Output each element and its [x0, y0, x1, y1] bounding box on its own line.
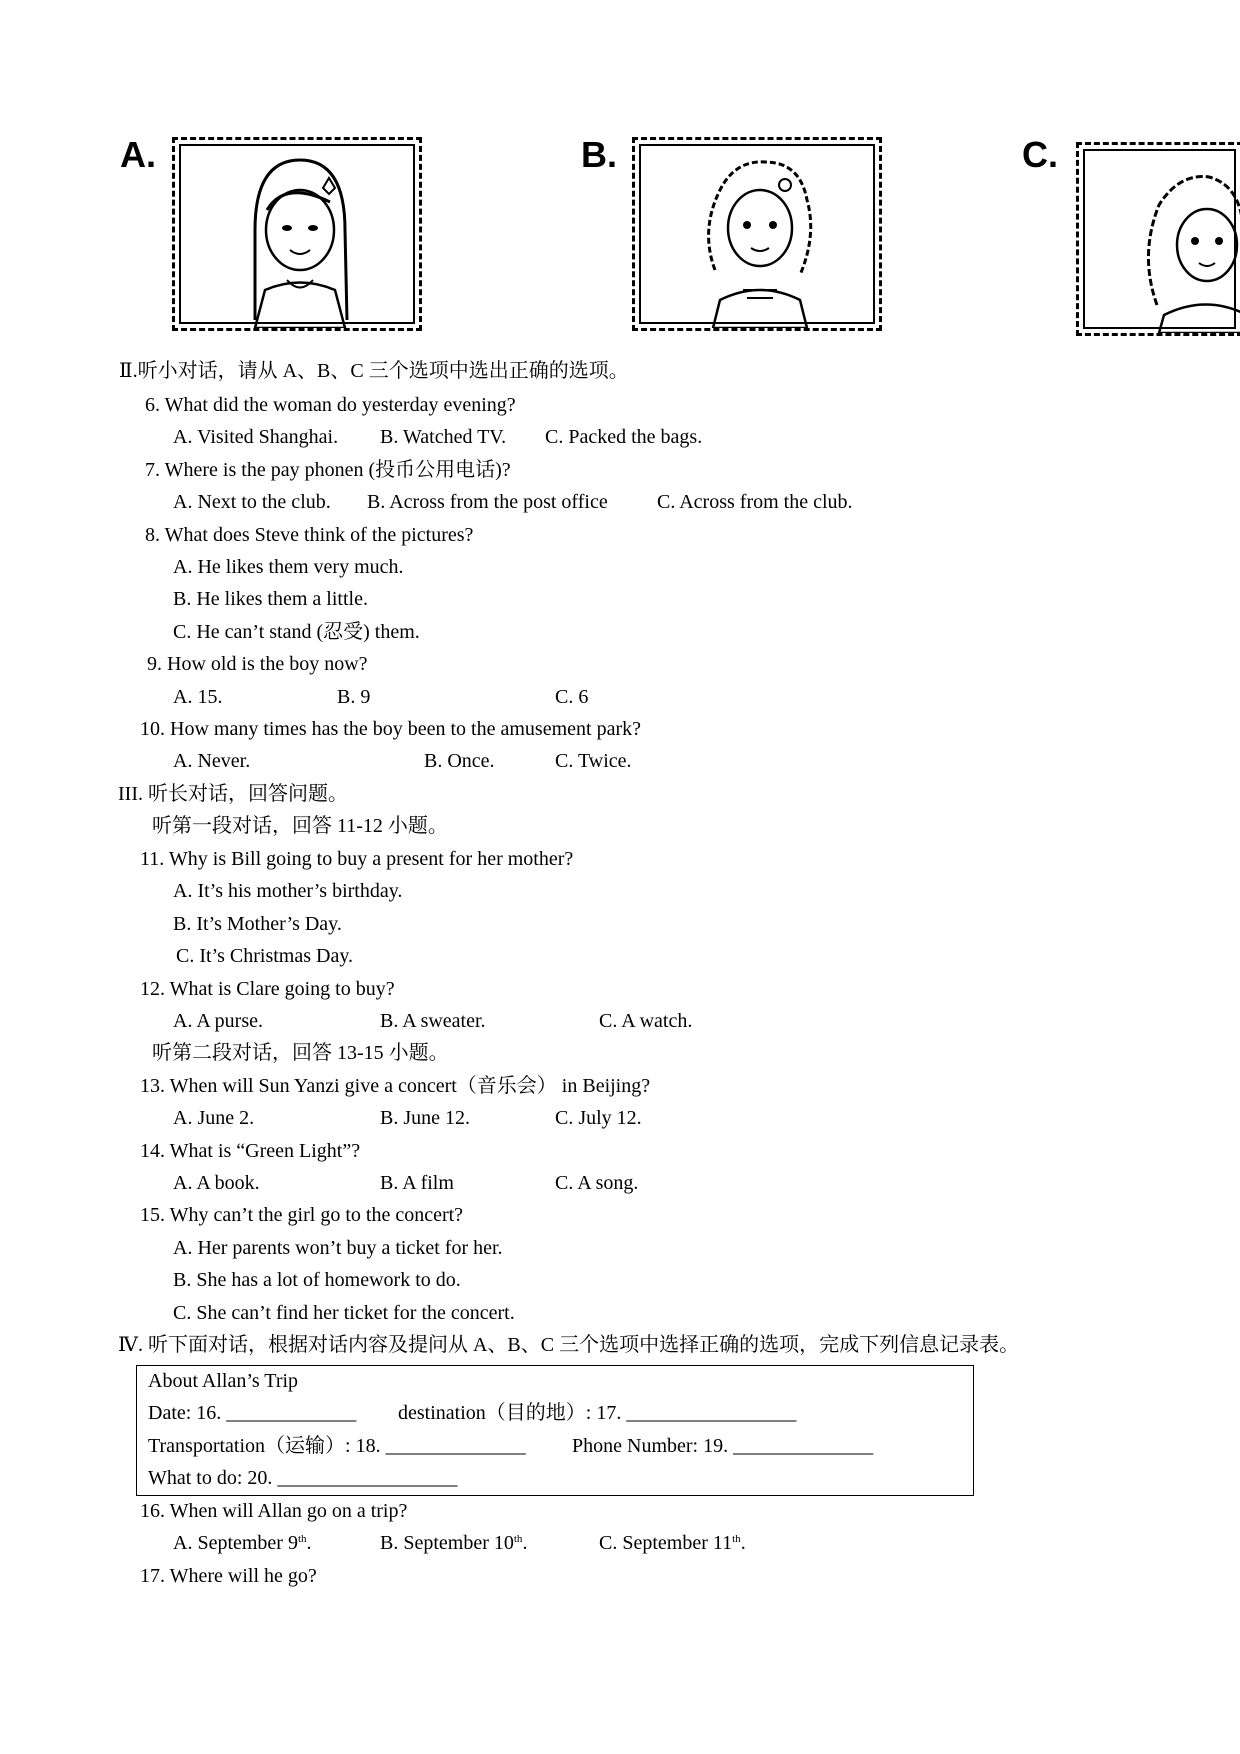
q16-option-c-end: . [740, 1532, 746, 1554]
trip-phone-field[interactable]: Phone Number: 19. ______________ [572, 1435, 874, 1457]
section-4-heading: Ⅳ. 听下面对话，根据对话内容及提问从 A、B、C 三个选项中选择正确的选项，完成下列信息记录表。 [118, 1334, 1020, 1356]
q13-option-b[interactable]: B. June 12. [380, 1107, 470, 1129]
q7-option-b[interactable]: B. Across from the post office [367, 491, 608, 513]
q16-option-c-text: C. September 11 [599, 1532, 733, 1554]
q7-option-a[interactable]: A. Next to the club. [173, 491, 331, 513]
picture-a-label: A. [120, 134, 156, 175]
trip-table-title: About Allan’s Trip [148, 1370, 299, 1392]
trip-transportation-field[interactable]: Transportation（运输）: 18. ______________ [148, 1435, 526, 1457]
q15-option-a[interactable]: A. Her parents won’t buy a ticket for her. [173, 1237, 503, 1259]
q12-option-c[interactable]: C. A watch. [599, 1010, 693, 1032]
stamp-picture-a [172, 137, 422, 331]
question-8: 8. What does Steve think of the pictures? [145, 524, 474, 546]
q8-option-c[interactable]: C. He can’t stand (忍受) them. [173, 621, 420, 643]
section-3-heading: III. 听长对话，回答问题。 [118, 783, 348, 805]
q12-option-a[interactable]: A. A purse. [173, 1010, 263, 1032]
q16-option-a-sup: th [297, 1533, 307, 1545]
question-10: 10. How many times has the boy been to the amusement park? [140, 718, 641, 740]
q14-option-b[interactable]: B. A film [380, 1172, 454, 1194]
q16-option-b-text: B. September 10 [380, 1532, 514, 1554]
q9-option-c[interactable]: C. 6 [555, 686, 589, 708]
picture-b-label: B. [581, 134, 617, 175]
q11-option-c[interactable]: C. It’s Christmas Day. [176, 945, 354, 967]
q16-option-a-text: A. September 9 [173, 1532, 298, 1554]
q11-option-b[interactable]: B. It’s Mother’s Day. [173, 913, 342, 935]
question-13: 13. When will Sun Yanzi give a concert（音乐会） in Beijing? [140, 1075, 651, 1097]
q6-option-b[interactable]: B. Watched TV. [380, 426, 507, 448]
q8-option-b[interactable]: B. He likes them a little. [173, 588, 368, 610]
q16-option-c[interactable] [599, 1531, 746, 1555]
q16-option-a-end: . [306, 1532, 312, 1554]
question-11: 11. Why is Bill going to buy a present for her mother? [140, 848, 574, 870]
question-7: 7. Where is the pay phonen (投币公用电话)? [145, 459, 511, 481]
stamp-picture-b [632, 137, 882, 331]
q16-option-c-sup: th [732, 1533, 741, 1545]
question-6: 6. What did the woman do yesterday evening? [145, 394, 516, 416]
q9-option-b[interactable]: B. 9 [337, 686, 371, 708]
trip-date-field[interactable]: Date: 16. _____________ [148, 1402, 357, 1424]
q13-option-a[interactable]: A. June 2. [173, 1107, 255, 1129]
q10-option-a[interactable]: A. Never. [173, 750, 251, 772]
q14-option-c[interactable]: C. A song. [555, 1172, 639, 1194]
q11-option-a[interactable]: A. It’s his mother’s birthday. [173, 880, 403, 902]
q16-option-b-sup: th [513, 1533, 523, 1545]
section-2-heading: Ⅱ.听小对话，请从 A、B、C 三个选项中选出正确的选项。 [119, 360, 629, 382]
trip-destination-field[interactable]: destination（目的地）: 17. _________________ [398, 1402, 797, 1424]
stamp-picture-c [1076, 142, 1240, 336]
question-14: 14. What is “Green Light”? [140, 1140, 361, 1162]
q16-option-b[interactable] [380, 1531, 527, 1555]
question-15: 15. Why can’t the girl go to the concert? [140, 1204, 464, 1226]
picture-c-label: C. [1022, 134, 1058, 175]
q10-option-c[interactable]: C. Twice. [555, 750, 632, 772]
girl-wavy-hair-portrait-icon [1079, 145, 1240, 333]
q6-option-a[interactable]: A. Visited Shanghai. [173, 426, 339, 448]
question-12: 12. What is Clare going to buy? [140, 978, 395, 1000]
question-17: 17. Where will he go? [140, 1565, 317, 1587]
q16-option-a[interactable] [173, 1531, 312, 1555]
section-3-part-1: 听第一段对话，回答 11-12 小题。 [152, 815, 448, 837]
q15-option-c[interactable]: C. She can’t find her ticket for the concert. [173, 1302, 515, 1324]
question-9: 9. How old is the boy now? [147, 653, 368, 675]
q8-option-a[interactable]: A. He likes them very much. [173, 556, 404, 578]
q9-option-a[interactable]: A. 15. [173, 686, 223, 708]
girl-long-hair-portrait-icon [175, 140, 419, 328]
q7-option-c[interactable]: C. Across from the club. [657, 491, 853, 513]
q12-option-b[interactable]: B. A sweater. [380, 1010, 486, 1032]
q14-option-a[interactable]: A. A book. [173, 1172, 260, 1194]
q6-option-c[interactable]: C. Packed the bags. [545, 426, 703, 448]
q10-option-b[interactable]: B. Once. [424, 750, 495, 772]
trip-todo-field[interactable]: What to do: 20. __________________ [148, 1467, 458, 1489]
section-3-part-2: 听第二段对话，回答 13-15 小题。 [152, 1042, 449, 1064]
girl-curly-hair-portrait-icon [635, 140, 879, 328]
question-16: 16. When will Allan go on a trip? [140, 1500, 408, 1522]
q13-option-c[interactable]: C. July 12. [555, 1107, 642, 1129]
q16-option-b-end: . [522, 1532, 528, 1554]
q15-option-b[interactable]: B. She has a lot of homework to do. [173, 1269, 461, 1291]
